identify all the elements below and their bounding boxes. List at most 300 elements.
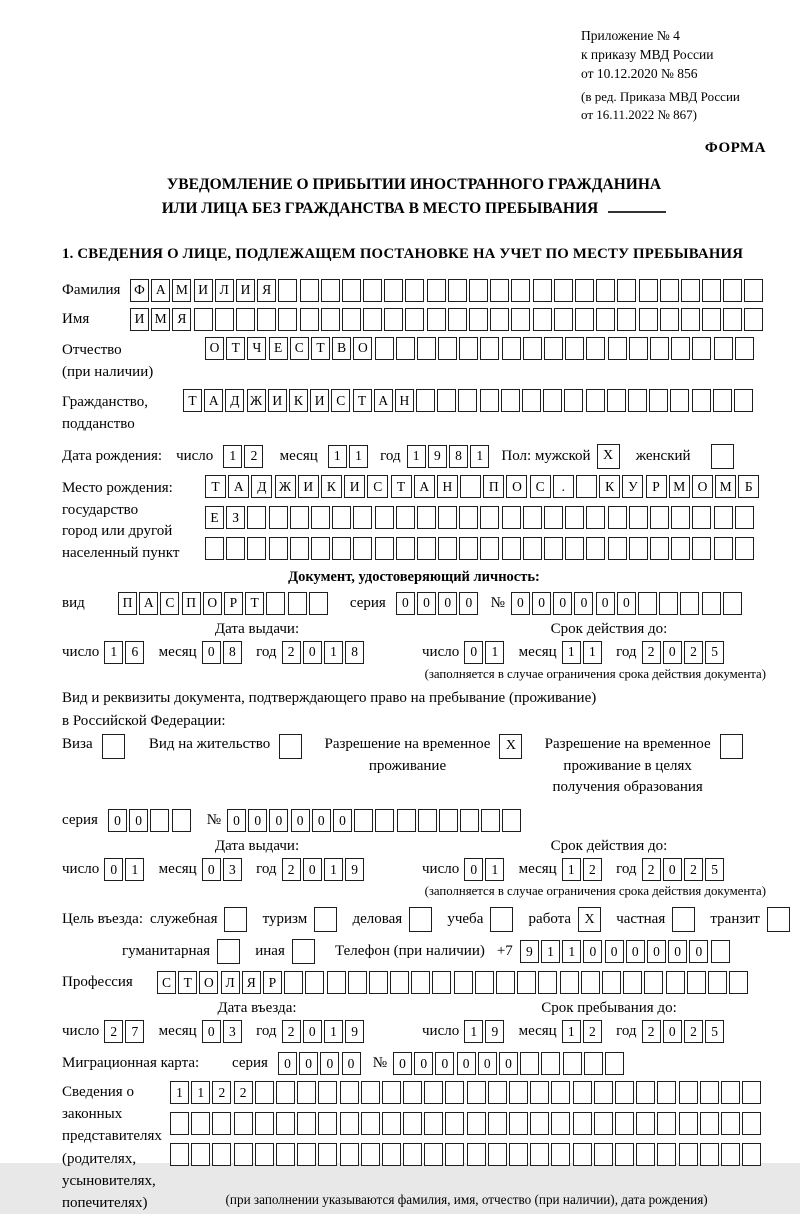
- form-cell[interactable]: [284, 971, 303, 994]
- form-cell[interactable]: [469, 308, 488, 331]
- form-cell[interactable]: [560, 971, 579, 994]
- form-cell[interactable]: [623, 971, 642, 994]
- form-cell[interactable]: [353, 506, 372, 529]
- form-cell[interactable]: 0: [333, 809, 352, 832]
- form-cell[interactable]: 0: [464, 641, 483, 664]
- form-cell[interactable]: [191, 1112, 210, 1135]
- form-cell[interactable]: 0: [104, 858, 123, 881]
- form-cell[interactable]: [290, 506, 309, 529]
- form-cell[interactable]: [172, 809, 191, 832]
- form-cell[interactable]: [290, 537, 309, 560]
- form-cell[interactable]: [427, 279, 446, 302]
- form-cell[interactable]: У: [622, 475, 643, 498]
- form-cell[interactable]: [523, 337, 542, 360]
- form-cell[interactable]: [445, 1143, 464, 1166]
- form-cell[interactable]: [602, 971, 621, 994]
- form-cell[interactable]: 1: [562, 1020, 581, 1043]
- form-cell[interactable]: [615, 1143, 634, 1166]
- form-cell[interactable]: [488, 1112, 507, 1135]
- form-cell[interactable]: А: [151, 279, 170, 302]
- form-cell[interactable]: А: [414, 475, 435, 498]
- form-cell[interactable]: [639, 279, 658, 302]
- form-cell[interactable]: [702, 592, 721, 615]
- form-cell[interactable]: [644, 971, 663, 994]
- form-cell[interactable]: [427, 308, 446, 331]
- form-cell[interactable]: [279, 734, 302, 759]
- form-cell[interactable]: [490, 907, 513, 932]
- form-cell[interactable]: [735, 537, 754, 560]
- form-cell[interactable]: [416, 389, 435, 412]
- form-cell[interactable]: [509, 1112, 528, 1135]
- form-cell[interactable]: [469, 279, 488, 302]
- form-cell[interactable]: 8: [449, 445, 468, 468]
- form-cell[interactable]: [321, 279, 340, 302]
- form-cell[interactable]: [481, 809, 500, 832]
- form-cell[interactable]: К: [321, 475, 342, 498]
- form-cell[interactable]: [575, 279, 594, 302]
- form-cell[interactable]: [375, 537, 394, 560]
- form-cell[interactable]: [729, 971, 748, 994]
- form-cell[interactable]: [714, 537, 733, 560]
- form-cell[interactable]: [375, 506, 394, 529]
- form-cell[interactable]: [543, 389, 562, 412]
- form-cell[interactable]: [340, 1143, 359, 1166]
- form-cell[interactable]: [332, 506, 351, 529]
- form-cell[interactable]: 8: [223, 641, 242, 664]
- form-cell[interactable]: [605, 1052, 624, 1075]
- form-cell[interactable]: [297, 1112, 316, 1135]
- form-cell[interactable]: С: [290, 337, 309, 360]
- form-cell[interactable]: О: [692, 475, 713, 498]
- form-cell[interactable]: [533, 308, 552, 331]
- form-cell[interactable]: 0: [459, 592, 478, 615]
- form-cell[interactable]: [236, 308, 255, 331]
- form-cell[interactable]: 1: [191, 1081, 210, 1104]
- form-cell[interactable]: 1: [324, 1020, 343, 1043]
- form-cell[interactable]: [565, 506, 584, 529]
- form-cell[interactable]: [438, 337, 457, 360]
- form-cell[interactable]: [454, 971, 473, 994]
- form-cell[interactable]: [363, 308, 382, 331]
- form-cell[interactable]: [586, 506, 605, 529]
- form-cell[interactable]: [467, 1081, 486, 1104]
- form-cell[interactable]: [448, 308, 467, 331]
- form-cell[interactable]: Д: [225, 389, 244, 412]
- form-cell[interactable]: 0: [303, 858, 322, 881]
- form-cell[interactable]: 0: [417, 592, 436, 615]
- form-cell[interactable]: 1: [470, 445, 489, 468]
- form-cell[interactable]: 0: [278, 1052, 297, 1075]
- form-cell[interactable]: [692, 506, 711, 529]
- form-cell[interactable]: [581, 971, 600, 994]
- form-cell[interactable]: [530, 1112, 549, 1135]
- form-cell[interactable]: [573, 1112, 592, 1135]
- form-cell[interactable]: [439, 809, 458, 832]
- form-cell[interactable]: [375, 809, 394, 832]
- form-cell[interactable]: [509, 1081, 528, 1104]
- form-cell[interactable]: 0: [617, 592, 636, 615]
- form-cell[interactable]: [226, 537, 245, 560]
- form-cell[interactable]: Т: [311, 337, 330, 360]
- form-cell[interactable]: [269, 537, 288, 560]
- form-cell[interactable]: Т: [245, 592, 264, 615]
- form-cell[interactable]: 1: [328, 445, 347, 468]
- form-cell[interactable]: Т: [391, 475, 412, 498]
- form-cell[interactable]: [460, 809, 479, 832]
- form-cell[interactable]: Т: [226, 337, 245, 360]
- form-cell[interactable]: [530, 1143, 549, 1166]
- form-cell[interactable]: Ф: [130, 279, 149, 302]
- form-cell[interactable]: 2: [642, 1020, 661, 1043]
- form-cell[interactable]: [700, 1143, 719, 1166]
- form-cell[interactable]: 0: [663, 858, 682, 881]
- form-cell[interactable]: [311, 537, 330, 560]
- form-cell[interactable]: [744, 308, 763, 331]
- form-cell[interactable]: [649, 389, 668, 412]
- form-cell[interactable]: [671, 337, 690, 360]
- form-cell[interactable]: 1: [324, 641, 343, 664]
- form-cell[interactable]: [629, 337, 648, 360]
- form-cell[interactable]: [594, 1081, 613, 1104]
- form-cell[interactable]: [475, 971, 494, 994]
- form-cell[interactable]: С: [530, 475, 551, 498]
- form-cell[interactable]: [594, 1112, 613, 1135]
- form-cell[interactable]: [424, 1081, 443, 1104]
- form-cell[interactable]: 0: [269, 809, 288, 832]
- form-cell[interactable]: [617, 279, 636, 302]
- form-cell[interactable]: [657, 1112, 676, 1135]
- form-cell[interactable]: 9: [345, 858, 364, 881]
- form-cell[interactable]: [544, 506, 563, 529]
- form-cell[interactable]: С: [331, 389, 350, 412]
- form-cell[interactable]: [292, 939, 315, 964]
- form-cell[interactable]: [541, 1052, 560, 1075]
- form-cell[interactable]: 9: [520, 940, 539, 963]
- form-cell[interactable]: [767, 907, 790, 932]
- form-cell[interactable]: [657, 1143, 676, 1166]
- form-cell[interactable]: [636, 1143, 655, 1166]
- form-cell[interactable]: [170, 1112, 189, 1135]
- form-cell[interactable]: [692, 389, 711, 412]
- form-cell[interactable]: Н: [437, 475, 458, 498]
- form-cell[interactable]: 0: [626, 940, 645, 963]
- form-cell[interactable]: 0: [464, 858, 483, 881]
- form-cell[interactable]: 0: [553, 592, 572, 615]
- form-cell[interactable]: [615, 1112, 634, 1135]
- form-cell[interactable]: [520, 1052, 539, 1075]
- form-cell[interactable]: [257, 308, 276, 331]
- form-cell[interactable]: Я: [257, 279, 276, 302]
- form-cell[interactable]: Р: [646, 475, 667, 498]
- form-cell[interactable]: [670, 389, 689, 412]
- form-cell[interactable]: [467, 1143, 486, 1166]
- form-cell[interactable]: [650, 537, 669, 560]
- form-cell[interactable]: [692, 537, 711, 560]
- form-cell[interactable]: [720, 734, 743, 759]
- form-cell[interactable]: Л: [215, 279, 234, 302]
- form-cell[interactable]: [679, 1081, 698, 1104]
- form-cell[interactable]: Л: [221, 971, 240, 994]
- form-cell[interactable]: [403, 1112, 422, 1135]
- form-cell[interactable]: [596, 308, 615, 331]
- form-cell[interactable]: 0: [342, 1052, 361, 1075]
- form-cell[interactable]: [735, 337, 754, 360]
- form-cell[interactable]: К: [289, 389, 308, 412]
- form-cell[interactable]: 2: [282, 1020, 301, 1043]
- form-cell[interactable]: П: [483, 475, 504, 498]
- form-cell[interactable]: [586, 389, 605, 412]
- form-cell[interactable]: 9: [485, 1020, 504, 1043]
- form-cell[interactable]: 0: [596, 592, 615, 615]
- form-cell[interactable]: 5: [705, 858, 724, 881]
- form-cell[interactable]: [723, 592, 742, 615]
- form-cell[interactable]: Я: [172, 308, 191, 331]
- form-cell[interactable]: [671, 537, 690, 560]
- form-cell[interactable]: [102, 734, 125, 759]
- form-cell[interactable]: [390, 971, 409, 994]
- form-cell[interactable]: 0: [605, 940, 624, 963]
- form-cell[interactable]: [276, 1081, 295, 1104]
- form-cell[interactable]: [565, 537, 584, 560]
- form-cell[interactable]: И: [268, 389, 287, 412]
- form-cell[interactable]: 0: [435, 1052, 454, 1075]
- form-cell[interactable]: [194, 308, 213, 331]
- form-cell[interactable]: [639, 308, 658, 331]
- form-cell[interactable]: [269, 506, 288, 529]
- form-cell[interactable]: С: [160, 592, 179, 615]
- form-cell[interactable]: [321, 308, 340, 331]
- form-cell[interactable]: [438, 506, 457, 529]
- form-cell[interactable]: П: [182, 592, 201, 615]
- form-cell[interactable]: [354, 809, 373, 832]
- form-cell[interactable]: [608, 537, 627, 560]
- form-cell[interactable]: [573, 1143, 592, 1166]
- form-cell[interactable]: [721, 1112, 740, 1135]
- form-cell[interactable]: [363, 279, 382, 302]
- form-cell[interactable]: [575, 308, 594, 331]
- form-cell[interactable]: [544, 537, 563, 560]
- form-cell[interactable]: [708, 971, 727, 994]
- form-cell[interactable]: [679, 1112, 698, 1135]
- form-cell[interactable]: [742, 1143, 761, 1166]
- form-cell[interactable]: [224, 907, 247, 932]
- form-cell[interactable]: Т: [205, 475, 226, 498]
- form-cell[interactable]: 0: [663, 1020, 682, 1043]
- form-cell[interactable]: 5: [705, 641, 724, 664]
- form-cell[interactable]: [628, 389, 647, 412]
- form-cell[interactable]: Я: [242, 971, 261, 994]
- form-cell[interactable]: [681, 308, 700, 331]
- form-cell[interactable]: [659, 592, 678, 615]
- form-cell[interactable]: 0: [303, 641, 322, 664]
- form-cell[interactable]: [735, 506, 754, 529]
- form-cell[interactable]: [721, 1143, 740, 1166]
- form-cell[interactable]: [636, 1112, 655, 1135]
- form-cell[interactable]: 0: [647, 940, 666, 963]
- form-cell[interactable]: [636, 1081, 655, 1104]
- form-cell[interactable]: [502, 537, 521, 560]
- form-cell[interactable]: Т: [178, 971, 197, 994]
- form-cell[interactable]: О: [205, 337, 224, 360]
- form-cell[interactable]: П: [118, 592, 137, 615]
- form-cell[interactable]: [666, 971, 685, 994]
- form-cell[interactable]: [403, 1081, 422, 1104]
- form-cell[interactable]: [215, 308, 234, 331]
- form-cell[interactable]: 2: [642, 858, 661, 881]
- form-cell[interactable]: 1: [583, 641, 602, 664]
- form-cell[interactable]: [458, 389, 477, 412]
- form-cell[interactable]: 1: [324, 858, 343, 881]
- form-cell[interactable]: [382, 1143, 401, 1166]
- form-cell[interactable]: [744, 279, 763, 302]
- form-cell[interactable]: 2: [282, 858, 301, 881]
- form-cell[interactable]: [467, 1112, 486, 1135]
- form-cell[interactable]: З: [226, 506, 245, 529]
- form-cell[interactable]: [309, 592, 328, 615]
- form-cell[interactable]: [318, 1143, 337, 1166]
- form-cell[interactable]: [150, 809, 169, 832]
- form-cell[interactable]: [318, 1081, 337, 1104]
- form-cell[interactable]: [300, 308, 319, 331]
- form-cell[interactable]: [432, 971, 451, 994]
- form-cell[interactable]: Ч: [247, 337, 266, 360]
- form-cell[interactable]: А: [228, 475, 249, 498]
- form-cell[interactable]: [375, 337, 394, 360]
- form-cell[interactable]: [554, 279, 573, 302]
- form-cell[interactable]: 2: [684, 641, 703, 664]
- form-cell[interactable]: [417, 506, 436, 529]
- form-cell[interactable]: [714, 337, 733, 360]
- form-cell[interactable]: 0: [202, 641, 221, 664]
- form-cell[interactable]: 1: [223, 445, 242, 468]
- form-cell[interactable]: .: [553, 475, 574, 498]
- form-cell[interactable]: 1: [541, 940, 560, 963]
- form-cell[interactable]: 0: [312, 809, 331, 832]
- form-cell[interactable]: [551, 1081, 570, 1104]
- form-cell[interactable]: [702, 279, 721, 302]
- form-cell[interactable]: [255, 1143, 274, 1166]
- form-cell[interactable]: [382, 1112, 401, 1135]
- form-cell[interactable]: [714, 506, 733, 529]
- form-cell[interactable]: [742, 1112, 761, 1135]
- form-cell[interactable]: 0: [393, 1052, 412, 1075]
- form-cell[interactable]: 1: [562, 940, 581, 963]
- form-cell[interactable]: [522, 389, 541, 412]
- form-cell[interactable]: [607, 389, 626, 412]
- form-cell[interactable]: [480, 537, 499, 560]
- form-cell[interactable]: [517, 971, 536, 994]
- form-cell[interactable]: [586, 537, 605, 560]
- form-cell[interactable]: О: [199, 971, 218, 994]
- form-cell[interactable]: [384, 279, 403, 302]
- form-cell[interactable]: [480, 337, 499, 360]
- form-cell[interactable]: Р: [224, 592, 243, 615]
- form-cell[interactable]: [700, 1112, 719, 1135]
- form-cell[interactable]: [671, 506, 690, 529]
- form-cell[interactable]: [488, 1081, 507, 1104]
- form-cell[interactable]: Н: [395, 389, 414, 412]
- form-cell[interactable]: 0: [129, 809, 148, 832]
- form-cell[interactable]: О: [506, 475, 527, 498]
- form-cell[interactable]: 2: [684, 858, 703, 881]
- form-cell[interactable]: 0: [202, 1020, 221, 1043]
- form-cell[interactable]: [594, 1143, 613, 1166]
- form-cell[interactable]: [480, 506, 499, 529]
- form-cell[interactable]: [311, 506, 330, 529]
- form-cell[interactable]: [502, 506, 521, 529]
- form-cell[interactable]: [424, 1143, 443, 1166]
- form-cell[interactable]: 0: [438, 592, 457, 615]
- form-cell[interactable]: [340, 1112, 359, 1135]
- form-cell[interactable]: [405, 279, 424, 302]
- form-cell[interactable]: [305, 971, 324, 994]
- form-cell[interactable]: [411, 971, 430, 994]
- form-cell[interactable]: [384, 308, 403, 331]
- form-cell[interactable]: Т: [353, 389, 372, 412]
- form-cell[interactable]: 2: [244, 445, 263, 468]
- form-cell[interactable]: [247, 537, 266, 560]
- form-cell[interactable]: [212, 1112, 231, 1135]
- form-cell[interactable]: [348, 971, 367, 994]
- form-cell[interactable]: [403, 1143, 422, 1166]
- form-cell[interactable]: [342, 308, 361, 331]
- form-cell[interactable]: [424, 1112, 443, 1135]
- form-cell[interactable]: [445, 1112, 464, 1135]
- form-cell[interactable]: [551, 1112, 570, 1135]
- form-cell[interactable]: 1: [562, 641, 581, 664]
- form-cell[interactable]: [382, 1081, 401, 1104]
- form-cell[interactable]: [342, 279, 361, 302]
- form-cell[interactable]: В: [332, 337, 351, 360]
- form-cell[interactable]: [650, 337, 669, 360]
- form-cell[interactable]: Е: [269, 337, 288, 360]
- form-cell[interactable]: И: [236, 279, 255, 302]
- form-cell[interactable]: [523, 506, 542, 529]
- form-cell[interactable]: 0: [511, 592, 530, 615]
- form-cell[interactable]: [247, 506, 266, 529]
- form-cell[interactable]: 2: [234, 1081, 253, 1104]
- form-cell[interactable]: [459, 506, 478, 529]
- form-cell[interactable]: [170, 1143, 189, 1166]
- form-cell[interactable]: 2: [104, 1020, 123, 1043]
- form-cell[interactable]: [638, 592, 657, 615]
- form-cell[interactable]: [629, 537, 648, 560]
- form-cell[interactable]: К: [599, 475, 620, 498]
- form-cell[interactable]: [687, 971, 706, 994]
- form-cell[interactable]: [734, 389, 753, 412]
- form-cell[interactable]: [397, 809, 416, 832]
- form-cell[interactable]: [501, 389, 520, 412]
- form-cell[interactable]: [586, 337, 605, 360]
- form-cell[interactable]: С: [157, 971, 176, 994]
- form-cell[interactable]: [742, 1081, 761, 1104]
- form-cell[interactable]: [530, 1081, 549, 1104]
- form-cell[interactable]: [437, 389, 456, 412]
- form-cell[interactable]: 8: [345, 641, 364, 664]
- form-cell[interactable]: [212, 1143, 231, 1166]
- form-cell[interactable]: 1: [125, 858, 144, 881]
- form-cell[interactable]: 0: [663, 641, 682, 664]
- form-cell[interactable]: [576, 475, 597, 498]
- form-cell[interactable]: [573, 1081, 592, 1104]
- form-cell[interactable]: [417, 537, 436, 560]
- form-cell[interactable]: [502, 337, 521, 360]
- form-cell[interactable]: [615, 1081, 634, 1104]
- form-cell[interactable]: [459, 337, 478, 360]
- form-cell[interactable]: И: [344, 475, 365, 498]
- form-cell[interactable]: 2: [282, 641, 301, 664]
- form-cell[interactable]: [496, 971, 515, 994]
